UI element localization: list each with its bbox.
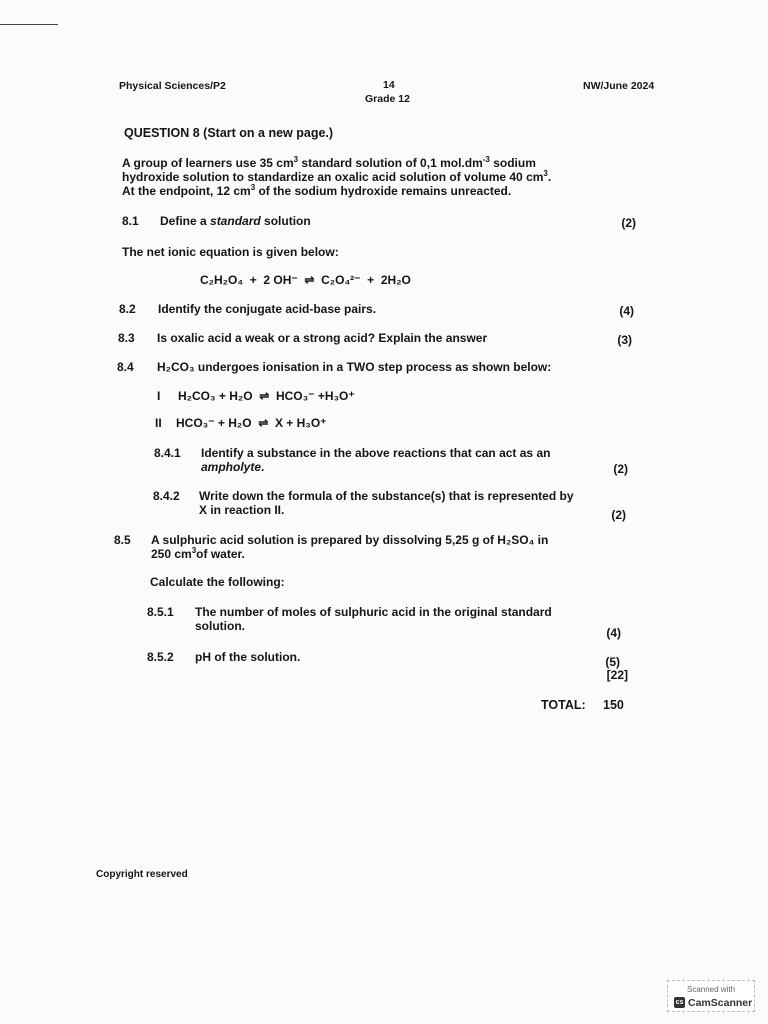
copyright-footer: Copyright reserved — [96, 869, 188, 880]
reaction-1-label: I — [157, 389, 161, 403]
q8-5-1-text: The number of moles of sulphuric acid in the original standard solution. — [195, 605, 552, 633]
q8-5-2-marks: (5) — [605, 655, 620, 669]
intro-line-3: At the endpoint, 12 $cm^3$ of the sodium hydroxide remains unreacted. — [122, 183, 512, 198]
camscanner-logo-icon: cs — [675, 999, 684, 1006]
q8-4-1-marks: (2) — [613, 462, 628, 476]
q8-5-2-text: pH of the solution. — [195, 650, 301, 664]
q8-4-2-marks: (2) — [611, 508, 626, 522]
q8-4-1-number: 8.4.1 — [154, 446, 181, 460]
q8-4-text: H₂CO₃ undergoes ionisation in a TWO step process as shown below: — [157, 360, 552, 374]
q8-3-number: 8.3 — [118, 331, 135, 345]
q8-5-2-number: 8.5.2 — [147, 650, 174, 664]
q8-5-1-marks: (4) — [606, 626, 621, 640]
ionic-equation-intro: The net ionic equation is given below: — [122, 245, 339, 259]
q8-1-marks: (2) — [621, 216, 636, 230]
intro-line-1: A group of learners use 35 $cm^3$ standard solution of 0,1 $mol.dm^{-3}$ sodium — [122, 155, 536, 170]
reaction-2-equation: HCO₃⁻ + H₂O ⇌ X + H₃O⁺ — [176, 416, 327, 430]
q8-3-text: Is oxalic acid a weak or a strong acid? Explain the answer — [157, 331, 488, 345]
q8-1-number: 8.1 — [122, 214, 139, 228]
question-title: QUESTION 8 (Start on a new page.) — [124, 126, 334, 140]
intro-line-2: hydroxide solution to standardize an oxalic acid solution of volume 40 $cm^3$. — [122, 169, 552, 184]
q8-2-marks: (4) — [619, 304, 634, 318]
total-label: TOTAL: — [541, 698, 586, 712]
q8-3-marks: (3) — [617, 333, 632, 347]
q8-5-1-number: 8.5.1 — [147, 605, 174, 619]
header-exam-date: NW/June 2024 — [583, 80, 655, 92]
q8-2-number: 8.2 — [119, 302, 136, 316]
scan-edge-line — [0, 24, 58, 25]
reaction-1-equation: H₂CO₃ + H₂O ⇌ HCO₃⁻ +H₃O⁺ — [178, 389, 355, 403]
net-ionic-equation: C₂H₂O₄ + 2 OH⁻ ⇌ C₂O₄²⁻ + 2H₂O — [200, 273, 411, 287]
q8-4-1-text: Identify a substance in the above reactions that can act as an ampholyte. — [201, 446, 551, 474]
q8-4-2-number: 8.4.2 — [153, 489, 180, 503]
q8-4-number: 8.4 — [117, 360, 134, 374]
calculate-intro: Calculate the following: — [150, 575, 285, 589]
header-subject: Physical Sciences/P2 — [119, 80, 226, 92]
question-intro — [122, 156, 622, 198]
q8-2-text: Identify the conjugate acid-base pairs. — [158, 302, 377, 316]
camscanner-watermark: Scanned with cs CamScanner — [667, 980, 755, 1012]
header-grade: Grade 12 — [365, 93, 410, 105]
question-total-marks: [22] — [606, 668, 628, 682]
total-value: 150 — [603, 698, 624, 712]
reaction-2-label: II — [155, 416, 162, 430]
q8-1-text: Define a standard solution — [160, 214, 311, 228]
q8-5-number: 8.5 — [114, 533, 131, 547]
q8-5-text: A sulphuric acid solution is prepared by dissolving 5,25 g of H₂SO₄ in 250 $cm^3of$ water. — [151, 533, 549, 561]
q8-4-2-text: Write down the formula of the substance(s) that is represented by X in reaction II. — [199, 489, 574, 517]
header-page-number: 14 — [383, 79, 395, 91]
